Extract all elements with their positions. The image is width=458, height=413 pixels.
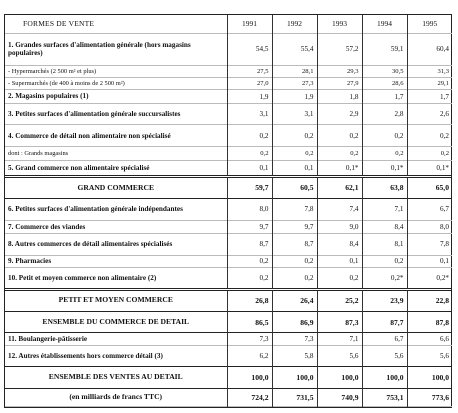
value-cell: 7,3 bbox=[272, 333, 317, 345]
sales-table bbox=[5, 15, 452, 407]
value-cell: 0,2 bbox=[317, 267, 362, 289]
value-cell: 3,1 bbox=[272, 103, 317, 125]
total-row bbox=[5, 176, 452, 198]
value-cell: 0,2 bbox=[227, 267, 272, 289]
value-cell: 7,3 bbox=[227, 333, 272, 345]
table-row bbox=[5, 33, 452, 66]
year-header: 1993 bbox=[317, 15, 362, 33]
row-label: 10. Petit et moyen commerce non alimentaire (2) bbox=[8, 273, 157, 282]
value-cell: 100,0 bbox=[272, 367, 317, 389]
value-cell: 0,1 bbox=[317, 255, 362, 267]
row-label: 8. Autres commerces de détail alimentaires spécialisés bbox=[8, 240, 173, 249]
value-cell: 31,3 bbox=[407, 66, 452, 78]
value-cell: 29,1 bbox=[407, 78, 452, 90]
value-cell: 9,0 bbox=[317, 220, 362, 233]
value-cell: 5,8 bbox=[272, 345, 317, 367]
value-cell: 9,7 bbox=[272, 220, 317, 233]
row-label: - Supermarchés (de 400 à moins de 2 500 m²) bbox=[8, 80, 125, 88]
value-cell: 0,1* bbox=[407, 160, 452, 176]
value-cell: 0,1 bbox=[407, 255, 452, 267]
value-cell: 8,7 bbox=[272, 233, 317, 255]
total-row bbox=[5, 289, 452, 311]
value-cell: 0,2 bbox=[407, 125, 452, 147]
value-cell: 0,2 bbox=[227, 255, 272, 267]
value-cell: 8,1 bbox=[362, 233, 407, 255]
value-cell: 87,7 bbox=[362, 311, 407, 333]
table-row bbox=[5, 255, 452, 267]
table-row bbox=[5, 333, 452, 345]
value-cell: 0,2 bbox=[407, 147, 452, 160]
value-cell: 86,9 bbox=[272, 311, 317, 333]
header-label: FORMES DE VENTE bbox=[23, 19, 95, 29]
row-label: 3. Petites surfaces d'alimentation générale succursalistes bbox=[8, 109, 181, 118]
value-cell: 773,6 bbox=[407, 389, 452, 407]
value-cell: 8,0 bbox=[227, 198, 272, 220]
value-cell: 0,2 bbox=[272, 147, 317, 160]
table-row bbox=[5, 78, 452, 90]
value-cell: 86,5 bbox=[227, 311, 272, 333]
total-row bbox=[5, 389, 452, 407]
value-cell: 0,2 bbox=[317, 125, 362, 147]
row-label: - Hypermarchés (2 500 m² et plus) bbox=[8, 68, 97, 76]
value-cell: 6,6 bbox=[407, 333, 452, 345]
value-cell: 23,9 bbox=[362, 289, 407, 311]
table-header-row bbox=[5, 15, 452, 33]
value-cell: 28,1 bbox=[272, 66, 317, 78]
table-row bbox=[5, 90, 452, 103]
row-label: PETIT ET MOYEN COMMERCE bbox=[5, 289, 227, 311]
row-label: 7. Commerce des viandes bbox=[8, 222, 86, 231]
value-cell: 740,9 bbox=[317, 389, 362, 407]
value-cell: 1,8 bbox=[317, 90, 362, 103]
value-cell: 3,1 bbox=[227, 103, 272, 125]
row-label: ENSEMBLE DU COMMERCE DE DETAIL bbox=[5, 311, 227, 333]
value-cell: 22,8 bbox=[407, 289, 452, 311]
value-cell: 60,5 bbox=[272, 176, 317, 198]
value-cell: 0,2 bbox=[362, 255, 407, 267]
value-cell: 2,9 bbox=[317, 103, 362, 125]
row-label: (en milliards de francs TTC) bbox=[5, 389, 227, 407]
value-cell: 0,1* bbox=[317, 160, 362, 176]
value-cell: 1,7 bbox=[407, 90, 452, 103]
value-cell: 5,6 bbox=[407, 345, 452, 367]
year-header: 1991 bbox=[227, 15, 272, 33]
value-cell: 731,5 bbox=[272, 389, 317, 407]
table-row bbox=[5, 103, 452, 125]
value-cell: 65,0 bbox=[407, 176, 452, 198]
value-cell: 0,1 bbox=[272, 160, 317, 176]
value-cell: 1,7 bbox=[362, 90, 407, 103]
value-cell: 63,8 bbox=[362, 176, 407, 198]
value-cell: 9,7 bbox=[227, 220, 272, 233]
value-cell: 0,2* bbox=[362, 267, 407, 289]
row-label: ENSEMBLE DES VENTES AU DETAIL bbox=[5, 367, 227, 389]
value-cell: 5,6 bbox=[362, 345, 407, 367]
row-label: 5. Grand commerce non alimentaire spécialisé bbox=[8, 163, 150, 172]
value-cell: 54,5 bbox=[227, 33, 272, 66]
row-label: dont : Grands magasins bbox=[8, 149, 69, 157]
value-cell: 59,1 bbox=[362, 33, 407, 66]
value-cell: 753,1 bbox=[362, 389, 407, 407]
value-cell: 8,0 bbox=[407, 220, 452, 233]
year-header: 1992 bbox=[272, 15, 317, 33]
value-cell: 6,7 bbox=[362, 333, 407, 345]
table-row bbox=[5, 345, 452, 367]
table-row bbox=[5, 160, 452, 176]
value-cell: 26,4 bbox=[272, 289, 317, 311]
value-cell: 7,8 bbox=[407, 233, 452, 255]
table-row bbox=[5, 220, 452, 233]
table-row bbox=[5, 125, 452, 147]
value-cell: 29,3 bbox=[317, 66, 362, 78]
value-cell: 87,3 bbox=[317, 311, 362, 333]
value-cell: 100,0 bbox=[362, 367, 407, 389]
total-row bbox=[5, 367, 452, 389]
value-cell: 100,0 bbox=[407, 367, 452, 389]
value-cell: 57,2 bbox=[317, 33, 362, 66]
row-label: 12. Autres établissements hors commerce détail (3) bbox=[8, 351, 163, 360]
row-label: 2. Magasins populaires (1) bbox=[8, 92, 89, 101]
value-cell: 27,3 bbox=[272, 78, 317, 90]
value-cell: 7,1 bbox=[362, 198, 407, 220]
value-cell: 27,5 bbox=[227, 66, 272, 78]
value-cell: 7,4 bbox=[317, 198, 362, 220]
value-cell: 5,6 bbox=[317, 345, 362, 367]
total-row bbox=[5, 311, 452, 333]
value-cell: 26,8 bbox=[227, 289, 272, 311]
row-label: 1. Grandes surfaces d'alimentation générale (hors magasins populaires) bbox=[8, 41, 191, 58]
row-label: 4. Commerce de détail non alimentaire non spécialisé bbox=[8, 131, 171, 140]
value-cell: 60,4 bbox=[407, 33, 452, 66]
year-header: 1994 bbox=[362, 15, 407, 33]
value-cell: 8,4 bbox=[317, 233, 362, 255]
value-cell: 0,2 bbox=[227, 147, 272, 160]
value-cell: 6,7 bbox=[407, 198, 452, 220]
value-cell: 2,8 bbox=[362, 103, 407, 125]
value-cell: 28,6 bbox=[362, 78, 407, 90]
value-cell: 62,1 bbox=[317, 176, 362, 198]
value-cell: 8,7 bbox=[227, 233, 272, 255]
row-label: 6. Petites surfaces d'alimentation générale indépendantes bbox=[5, 198, 227, 220]
value-cell: 0,1* bbox=[362, 160, 407, 176]
value-cell: 0,2 bbox=[272, 267, 317, 289]
value-cell: 0,1 bbox=[227, 160, 272, 176]
table-row bbox=[5, 66, 452, 78]
row-label: GRAND COMMERCE bbox=[5, 176, 227, 198]
value-cell: 0,2 bbox=[227, 125, 272, 147]
table-row bbox=[5, 198, 452, 220]
value-cell: 0,2 bbox=[362, 147, 407, 160]
value-cell: 59,7 bbox=[227, 176, 272, 198]
value-cell: 724,2 bbox=[227, 389, 272, 407]
value-cell: 100,0 bbox=[317, 367, 362, 389]
value-cell: 27,9 bbox=[317, 78, 362, 90]
value-cell: 0,2 bbox=[272, 255, 317, 267]
value-cell: 6,2 bbox=[227, 345, 272, 367]
sales-table-frame bbox=[4, 14, 452, 408]
value-cell: 55,4 bbox=[272, 33, 317, 66]
value-cell: 1,9 bbox=[227, 90, 272, 103]
table-row bbox=[5, 233, 452, 255]
value-cell: 0,2 bbox=[272, 125, 317, 147]
value-cell: 25,2 bbox=[317, 289, 362, 311]
table-body bbox=[5, 33, 452, 407]
row-label: 11. Boulangerie-pâtisserie bbox=[5, 333, 227, 345]
value-cell: 1,9 bbox=[272, 90, 317, 103]
value-cell: 0,2* bbox=[407, 267, 452, 289]
value-cell: 0,2 bbox=[362, 125, 407, 147]
value-cell: 7,8 bbox=[272, 198, 317, 220]
value-cell: 87,8 bbox=[407, 311, 452, 333]
value-cell: 8,4 bbox=[362, 220, 407, 233]
table-row bbox=[5, 147, 452, 160]
value-cell: 30,5 bbox=[362, 66, 407, 78]
value-cell: 0,2 bbox=[317, 147, 362, 160]
value-cell: 7,1 bbox=[317, 333, 362, 345]
year-header: 1995 bbox=[407, 15, 452, 33]
value-cell: 100,0 bbox=[227, 367, 272, 389]
row-label: 9. Pharmacies bbox=[8, 257, 52, 266]
value-cell: 27,0 bbox=[227, 78, 272, 90]
table-row bbox=[5, 267, 452, 289]
value-cell: 2,6 bbox=[407, 103, 452, 125]
